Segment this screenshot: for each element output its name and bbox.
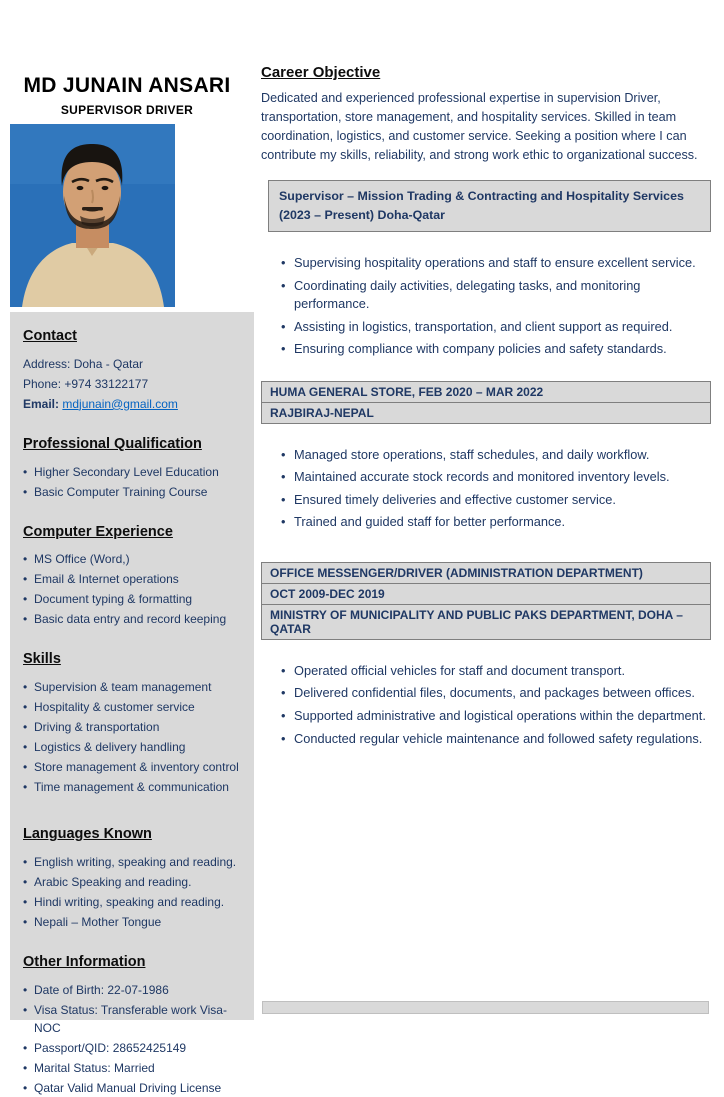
job-header-row: OFFICE MESSENGER/DRIVER (ADMINISTRATION DEPARTMENT) bbox=[261, 562, 711, 584]
sidebar bbox=[10, 312, 254, 1095]
list-item: • Marital Status: Married bbox=[23, 1059, 244, 1077]
job-header-huma-store bbox=[261, 381, 711, 424]
bullet-item: • Conducted regular vehicle maintenance and followed safety regulations. bbox=[281, 730, 711, 749]
computer-experience-heading: Computer Experience bbox=[23, 523, 173, 540]
list-item: • Logistics & delivery handling bbox=[23, 738, 244, 756]
bullet-item: • Assisting in logistics, transportation, and client support as required. bbox=[281, 318, 711, 337]
list-item: • Driving & transportation bbox=[23, 718, 244, 736]
other-information-section bbox=[23, 952, 244, 1097]
list-item: • Document typing & formatting bbox=[23, 590, 244, 608]
job-bullets-supervisor bbox=[281, 254, 711, 359]
list-item: • MS Office (Word,) bbox=[23, 550, 244, 568]
job-header-office-messenger bbox=[261, 562, 711, 640]
career-objective-heading: Career Objective bbox=[261, 64, 381, 81]
bullet-item: • Ensuring compliance with company policies and safety standards. bbox=[281, 340, 711, 359]
bullet-item: • Operated official vehicles for staff and document transport. bbox=[281, 662, 711, 681]
list-item: • Visa Status: Transferable work Visa-NOC bbox=[23, 1001, 244, 1037]
job-header-supervisor: Supervisor – Mission Trading & Contracting and Hospitality Services (2023 – Present) Doha-Qatar bbox=[268, 180, 711, 232]
skills-list bbox=[23, 678, 244, 796]
bullet-item: • Supervising hospitality operations and staff to ensure excellent service. bbox=[281, 254, 711, 273]
job-bullets-huma-store bbox=[281, 446, 711, 532]
computer-experience-list bbox=[23, 550, 244, 628]
bullet-item: • Managed store operations, staff schedules, and daily workflow. bbox=[281, 446, 711, 465]
professional-qualification-list bbox=[23, 463, 244, 501]
job-header-row: HUMA GENERAL STORE, FEB 2020 – MAR 2022 bbox=[261, 381, 711, 403]
list-item: • Time management & communication bbox=[23, 778, 244, 796]
contact-phone: Phone: +974 33122177 bbox=[23, 376, 149, 391]
email-label: Email: bbox=[23, 396, 60, 411]
bullet-item: • Supported administrative and logistical operations within the department. bbox=[281, 707, 711, 726]
list-item: • Arabic Speaking and reading. bbox=[23, 873, 244, 891]
candidate-title: SUPERVISOR DRIVER bbox=[60, 103, 194, 117]
job-header-row: OCT 2009-DEC 2019 bbox=[261, 583, 711, 605]
contact-section bbox=[23, 326, 244, 413]
languages-section bbox=[23, 824, 244, 931]
bullet-item: • Maintained accurate stock records and monitored inventory levels. bbox=[281, 468, 711, 487]
list-item: • Basic data entry and record keeping bbox=[23, 610, 244, 628]
professional-qualification-heading: Professional Qualification bbox=[23, 435, 202, 452]
bullet-item: • Ensured timely deliveries and effective customer service. bbox=[281, 491, 711, 510]
main-column bbox=[261, 64, 711, 752]
languages-heading: Languages Known bbox=[23, 826, 152, 842]
contact-email-row bbox=[23, 395, 244, 413]
list-item: • Nepali – Mother Tongue bbox=[23, 913, 244, 931]
bullet-item: • Coordinating daily activities, delegating tasks, and monitoring performance. bbox=[281, 277, 711, 314]
list-item: • Hindi writing, speaking and reading. bbox=[23, 893, 244, 911]
profile-photo-image bbox=[10, 124, 175, 307]
bullet-item: • Delivered confidential files, documents, and packages between offices. bbox=[281, 684, 711, 703]
list-item: • Hospitality & customer service bbox=[23, 698, 244, 716]
list-item: • Passport/QID: 28652425149 bbox=[23, 1039, 244, 1057]
name-block bbox=[6, 74, 248, 117]
other-information-heading: Other Information bbox=[23, 953, 146, 970]
contact-heading: Contact bbox=[23, 328, 77, 344]
other-information-list bbox=[23, 981, 244, 1097]
list-item: • Supervision & team management bbox=[23, 678, 244, 696]
list-item: • Qatar Valid Manual Driving License bbox=[23, 1079, 244, 1097]
list-item: • Basic Computer Training Course bbox=[23, 483, 244, 501]
profile-photo bbox=[10, 124, 175, 307]
skills-section bbox=[23, 649, 244, 796]
footer-bar bbox=[262, 1001, 709, 1014]
computer-experience-section bbox=[23, 522, 244, 629]
skills-heading: Skills bbox=[23, 651, 61, 668]
list-item: • Date of Birth: 22-07-1986 bbox=[23, 981, 244, 999]
list-item: • Store management & inventory control bbox=[23, 758, 244, 776]
job-header-row: MINISTRY OF MUNICIPALITY AND PUBLIC PAKS DEPARTMENT, DOHA – QATAR bbox=[261, 604, 711, 640]
candidate-name: MD JUNAIN ANSARI bbox=[23, 74, 231, 97]
list-item: • Email & Internet operations bbox=[23, 570, 244, 588]
bullet-item: • Trained and guided staff for better performance. bbox=[281, 513, 711, 532]
list-item: • English writing, speaking and reading. bbox=[23, 853, 244, 871]
list-item: • Higher Secondary Level Education bbox=[23, 463, 244, 481]
professional-qualification-section bbox=[23, 434, 244, 501]
job-header-row: RAJBIRAJ-NEPAL bbox=[261, 402, 711, 424]
contact-address: Address: Doha - Qatar bbox=[23, 356, 144, 371]
languages-list bbox=[23, 853, 244, 931]
career-objective-text: Dedicated and experienced professional expertise in supervision Driver, transportation, store management, and hospitality services. Skilled in team coordination, logistics, and customer service. Seeking a position where I can contribute my skills, reliability, and strong work ethic to organizational success. bbox=[261, 91, 698, 162]
email-link[interactable]: mdjunain@gmail.com bbox=[62, 396, 178, 411]
job-bullets-office-messenger bbox=[281, 662, 711, 748]
